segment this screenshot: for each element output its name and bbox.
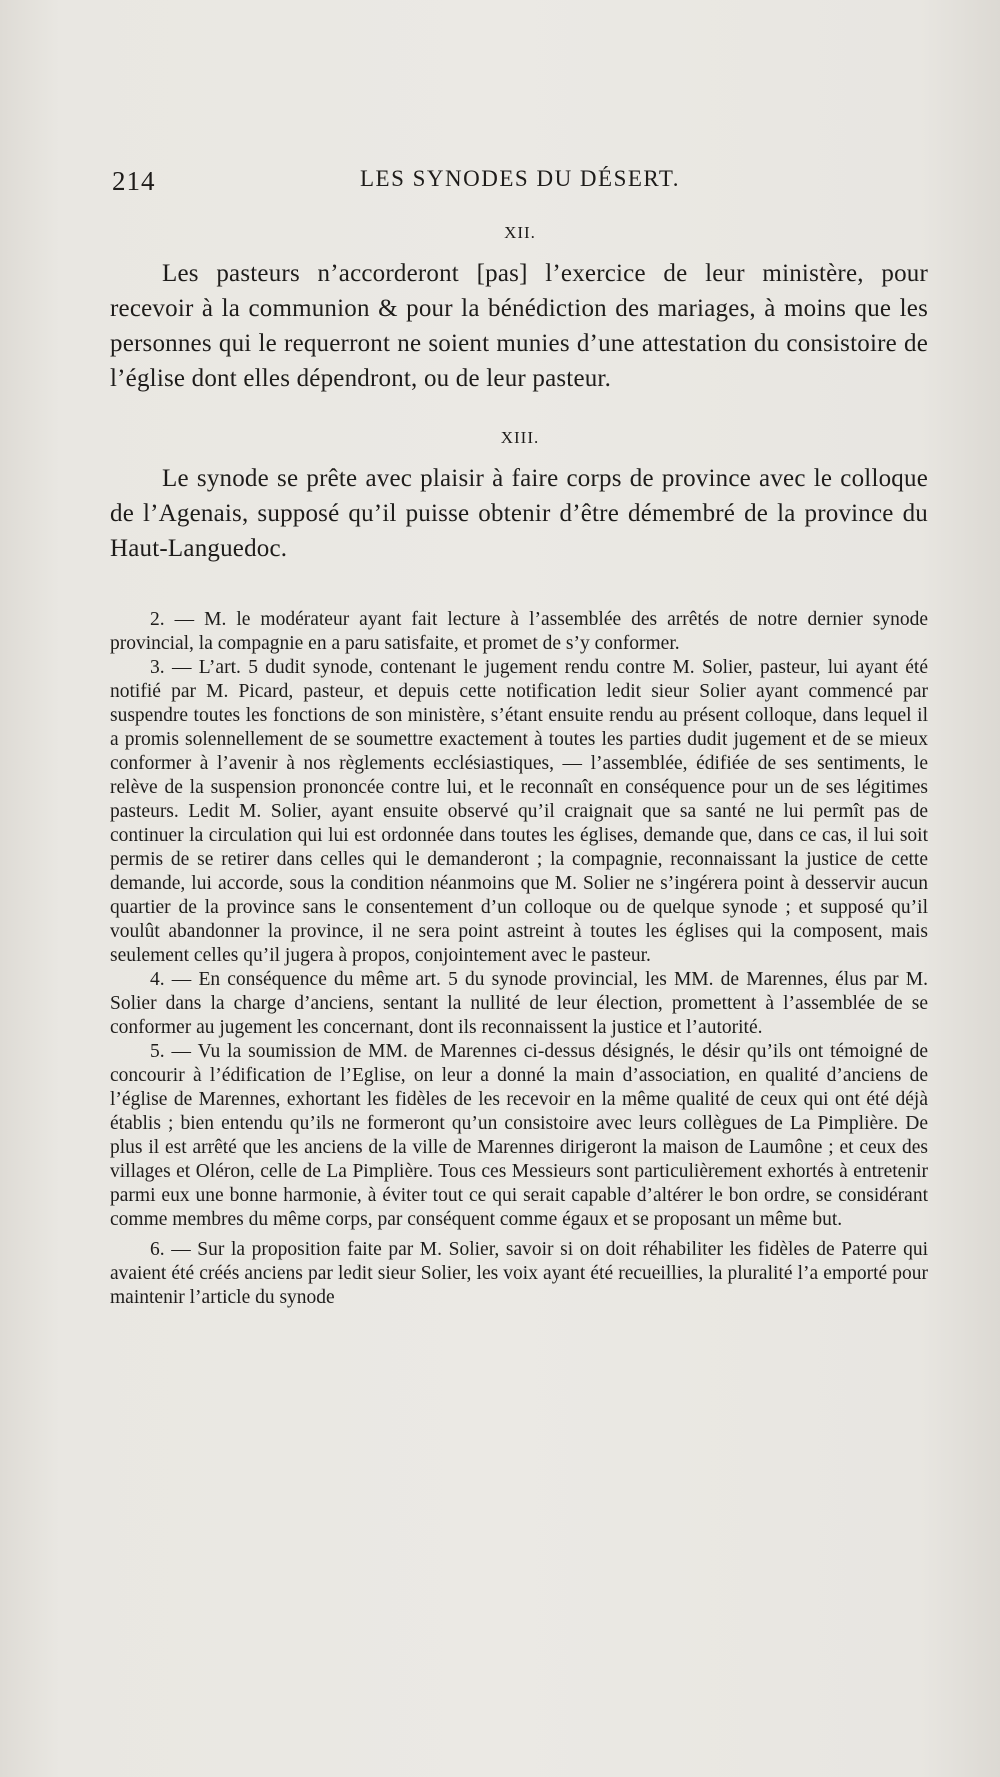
note-paragraph: 4. — En conséquence du même art. 5 du synode provincial, les MM. de Marennes, élus par M. Solier dans la charge d’anciens, sentant la nullité de leur élection, promettent à l’assemblée de se conformer au jugement les concernant, dont ils reconnaissent la justice et l’autorité. xyxy=(110,969,928,1038)
article-text-xiii: Le synode se prête avec plaisir à faire corps de province avec le colloque de l’Agenais, supposé qu’il puisse obtenir d’être démembré de la province du Haut-Languedoc. xyxy=(110,465,928,562)
page-header xyxy=(112,166,928,206)
article-heading-xiii: XIII. xyxy=(500,428,540,447)
note-paragraph: 3. — L’art. 5 dudit synode, contenant le jugement rendu contre M. Solier, pasteur, lui ayant été notifié par M. Picard, pasteur, et depuis cette notification ledit sieur Solier ayant commencé par suspendre toutes les fonctions de son ministère, s’étant ensuite rendu au présent colloque, dans lequel il a promis solennellement de se soumettre exactement à toutes les parties dudit jugement et de se mieux conformer à l’avenir à nos règlements ecclésiastiques, — l’assemblée, édifiée de ses sentiments, le relève de la suspension prononcée contre lui, et le reconnaît en conséquence pour un de ses légitimes pasteurs. Ledit M. Solier, ayant ensuite observé qu’il craignait que sa santé ne lui permît pas de continuer la circulation qui lui est ordonnée dans toutes les églises, demande que, dans ce cas, il lui soit permis de se retirer dans celles qui le demanderont ; la compagnie, reconnaissant la justice de cette demande, lui accorde, sous la condition néanmoins que M. Solier ne s’ingérera point à desservir aucun quartier de la province sans le consentement d’un colloque ou de quelque synode ; et supposé qu’il voulût abandonner la province, il ne sera point astreint à toutes les églises qui la composent, mais seulement celles qu’il jugera à propos, conjointement avec le pasteur. xyxy=(110,657,928,966)
note-paragraph: 5. — Vu la soumission de MM. de Marennes ci-dessus désignés, le désir qu’ils ont témoigné de concourir à l’édification de l’Eglise, on leur a donné la main d’association, en qualité d’anciens de l’église de Marennes, exhortant les fidèles de les recevoir en la même qualité de ceux qui ont été déjà établis ; bien entendu qu’ils ne formeront qu’un consistoire avec leurs collègues de La Pimplière. De plus il est arrêté que les anciens de la ville de Marennes dirigeront la maison de Laumône ; et ceux des villages et Oléron, celle de La Pimplière. Tous ces Messieurs sont particulièrement exhortés à entretenir parmi eux une bonne harmonie, à éviter tout ce qui serait capable d’altérer le bon ordre, se considérant comme membres du même corps, par conséquent comme égaux et se proposant un même but. xyxy=(110,1041,928,1230)
article-text-xii: Les pasteurs n’accorderont [pas] l’exercice de leur ministère, pour recevoir à la communion & pour la bénédiction des mariages, à moins que les personnes qui le requerront ne soient munies d’une attestation du consistoire de l’église dont elles dépendront, ou de leur pasteur. xyxy=(110,260,928,392)
running-title: LES SYNODES DU DÉSERT. xyxy=(360,166,680,191)
note-paragraph: 6. — Sur la proposition faite par M. Solier, savoir si on doit réhabiliter les fidèles de Paterre qui avaient été créés anciens par ledit sieur Solier, les voix ayant été recueillies, la pluralité l’a emporté pour maintenir l’article du synode xyxy=(110,1239,928,1308)
page-number: 214 xyxy=(112,166,156,196)
note-paragraph: 2. — M. le modérateur ayant fait lecture à l’assemblée des arrêtés de notre dernier synode provincial, la compagnie en a paru satisfaite, et promet de s’y conformer. xyxy=(110,609,928,654)
footnotes xyxy=(110,608,928,1310)
article-heading-xii: XII. xyxy=(504,223,536,242)
